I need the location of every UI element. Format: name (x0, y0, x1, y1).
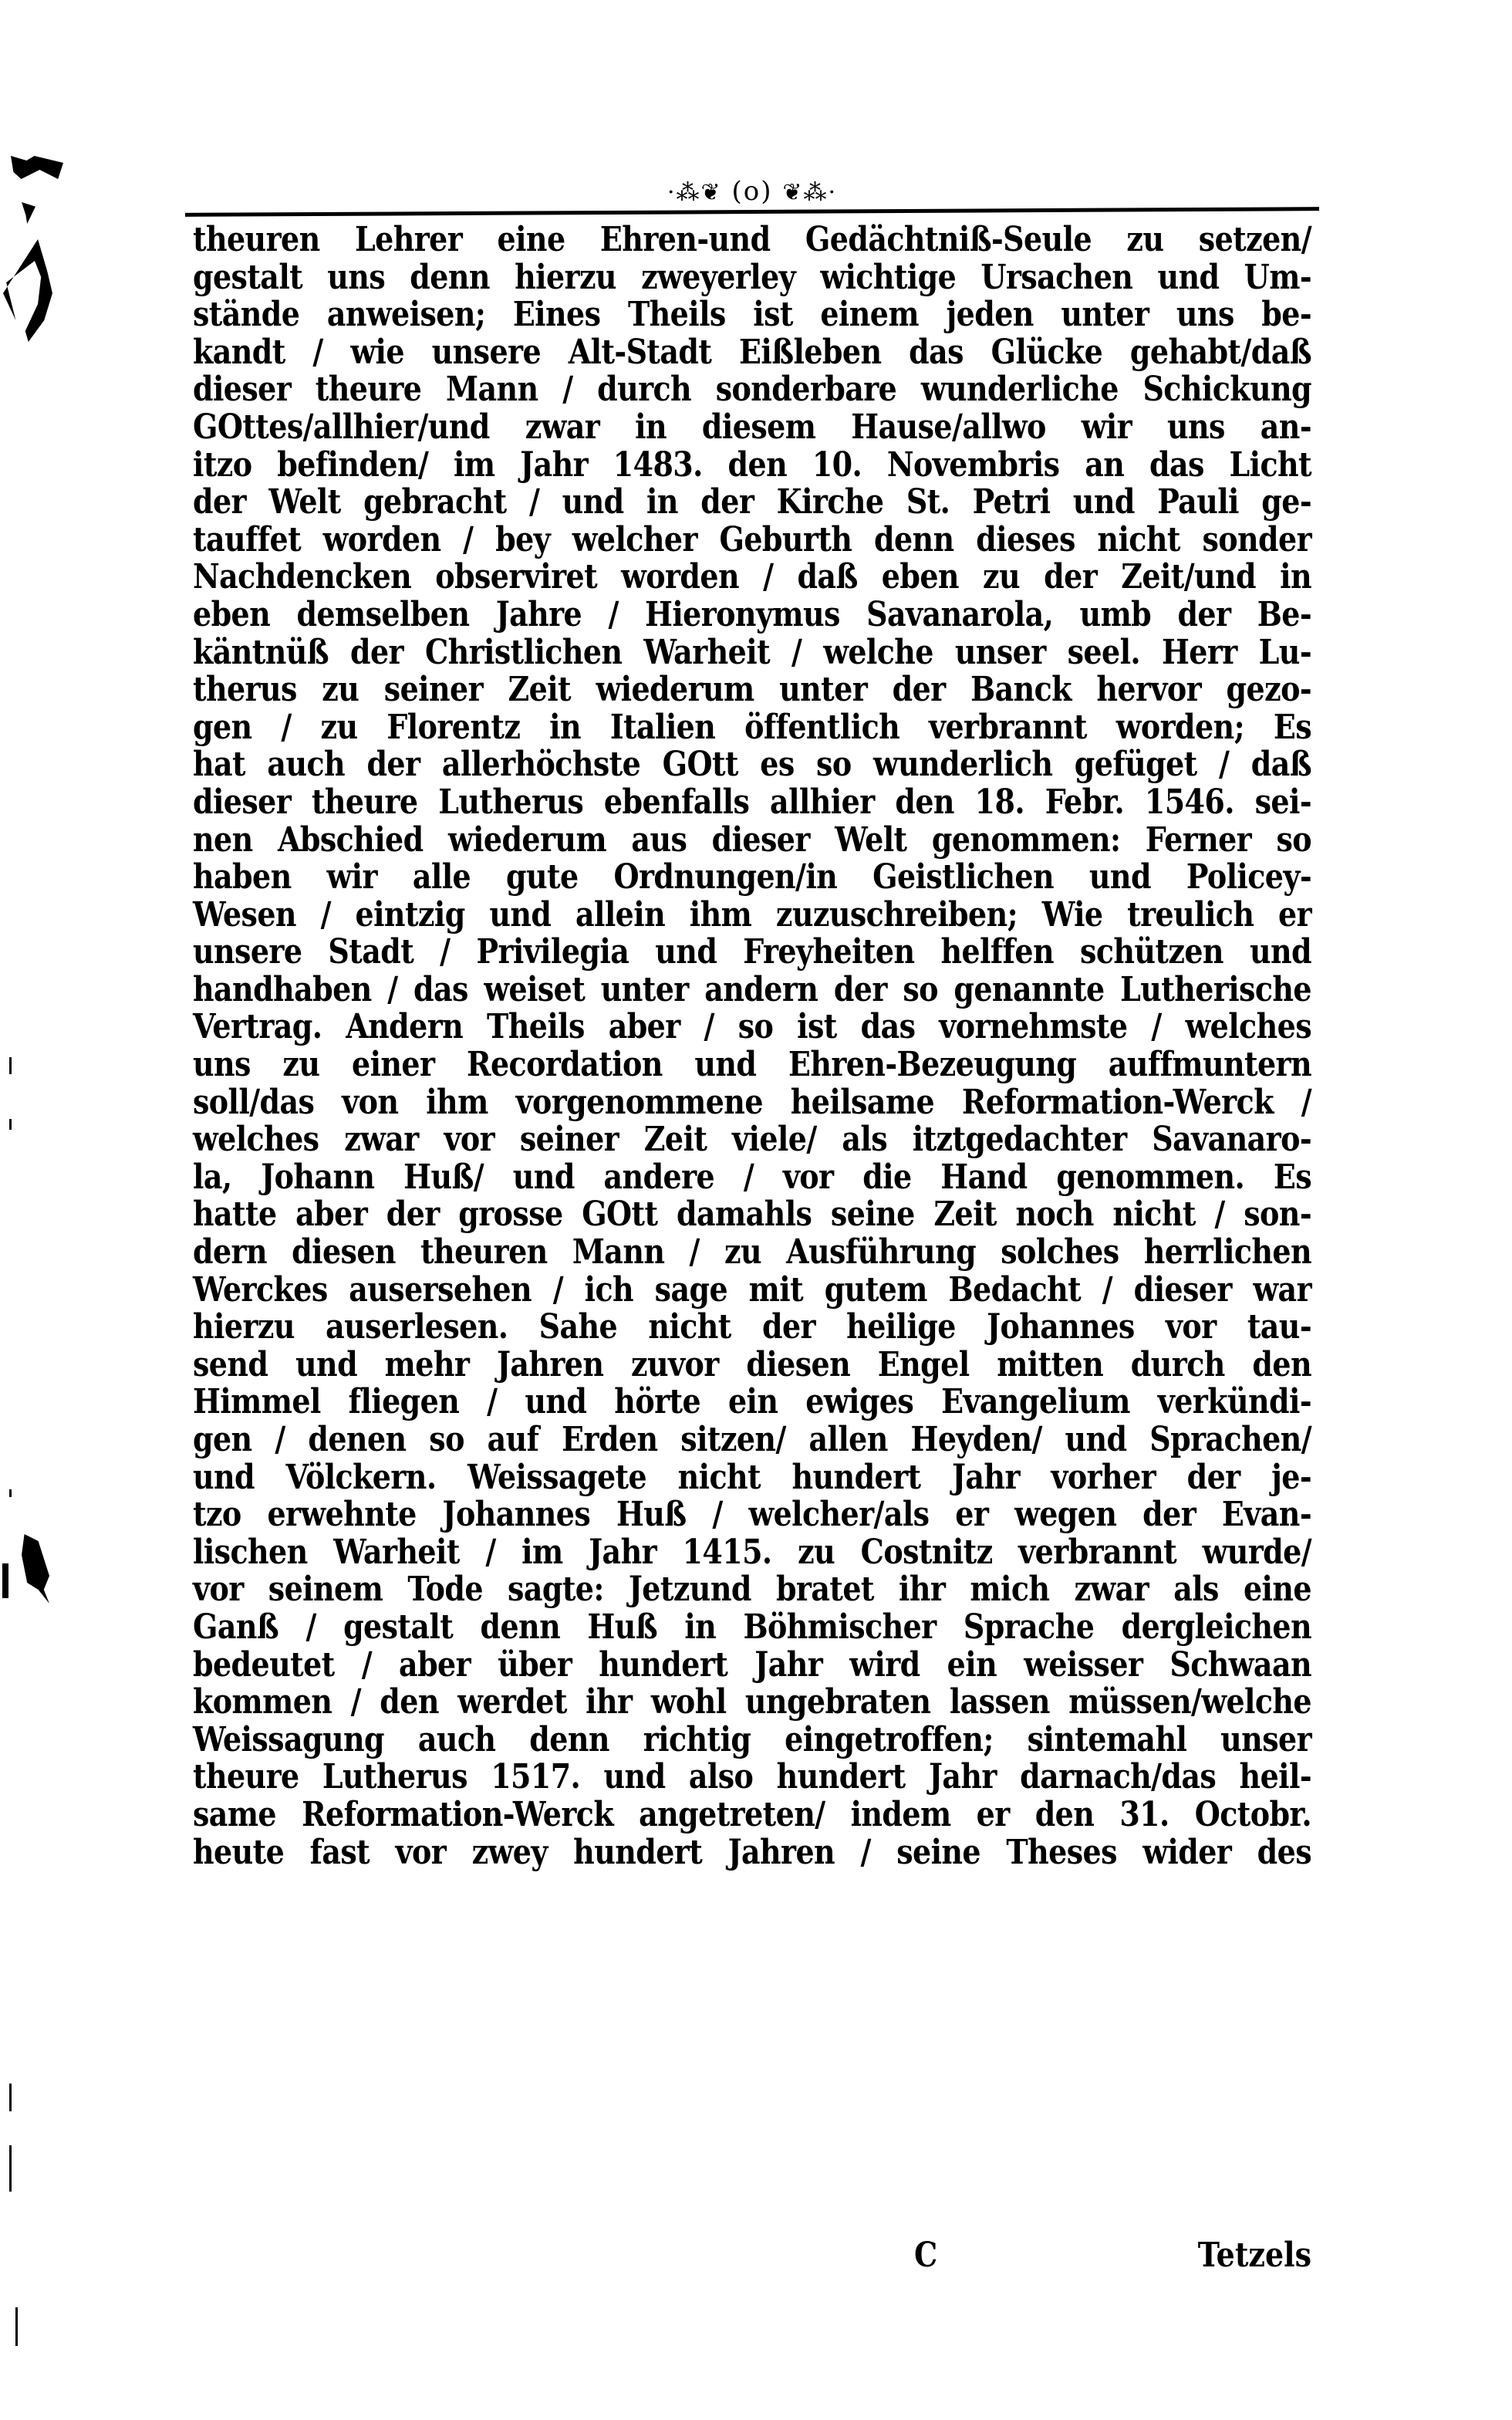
text-line: lischen Warheit / im Jahr 1415. zu Costnitz verbrannt wurde/ (193, 1531, 1311, 1572)
text-line: käntnüß der Christlichen Warheit / welche unser seel. Herr Lu- (193, 631, 1311, 671)
header-ornament (667, 176, 837, 207)
page-header (185, 170, 1319, 216)
margin-ink-mark (9, 1119, 12, 1130)
text-line: therus zu seiner Zeit wiederum unter der Banck hervor gezo- (193, 668, 1311, 709)
margin-ink-mark (15, 2307, 18, 2346)
text-line: uns zu einer Recordation und Ehren-Bezeugung auffmuntern (193, 1043, 1311, 1084)
margin-ink-blot (22, 202, 35, 224)
text-line: hatte aber der grosse GOtt damahls seine Zeit noch nicht / son- (193, 1193, 1311, 1234)
text-line: Weissagung auch denn richtig eingetroffen; sintemahl unser (193, 1719, 1311, 1759)
text-line: theuren Lehrer eine Ehren-und Gedächtniß-Seule zu setzen/ (193, 218, 1311, 259)
text-line: dieser theure Mann / durch sonderbare wunderliche Schickung (193, 368, 1311, 409)
text-line: itzo befinden/ im Jahr 1483. den 10. Novembris an das Licht (193, 444, 1311, 484)
text-line: send und mehr Jahren zuvor diesen Engel mitten durch den (193, 1344, 1311, 1384)
text-line: Himmel fliegen / und hörte ein ewiges Evangelium verkündi- (193, 1381, 1311, 1421)
text-line: same Reformation-Werck angetreten/ indem er den 31. Octobr. (193, 1793, 1311, 1834)
text-line: handhaben / das weiset unter andern der so genannte Lutherische (193, 968, 1311, 1009)
ornament-right-icon: ❦⁂· (782, 179, 837, 206)
text-line: Wesen / eintzig und allein ihm zuzuschreiben; Wie treulich er (193, 894, 1311, 934)
text-line: gen / zu Florentz in Italien öffentlich verbrannt worden; Es (193, 706, 1311, 746)
text-line: hierzu auserlesen. Sahe nicht der heilige Johannes vor tau- (193, 1306, 1311, 1347)
text-line: Ganß / gestalt denn Huß in Böhmischer Sprache dergleichen (193, 1606, 1311, 1647)
text-line: vor seinem Tode sagte: Jetzund bratet ihr mich zwar als eine (193, 1568, 1311, 1609)
text-line: tauffet worden / bey welcher Geburth denn dieses nicht sonder (193, 519, 1311, 559)
text-line: bedeutet / aber über hundert Jahr wird ein weisser Schwaan (193, 1644, 1311, 1684)
text-line: eben demselben Jahre / Hieronymus Savanarola, umb der Be- (193, 593, 1311, 634)
margin-ink-blot (11, 156, 63, 179)
page-marker: (o) (731, 176, 773, 207)
text-line: GOttes/allhier/und zwar in diesem Hause/allwo wir uns an- (193, 406, 1311, 447)
margin-ink-mark (9, 2145, 12, 2192)
margin-ink-mark (9, 1489, 12, 1497)
text-line: gestalt uns denn hierzu zweyerley wichtige Ursachen und Um- (193, 256, 1311, 296)
text-line: Nachdencken observiret worden / daß eben zu der Zeit/und in (193, 556, 1311, 597)
margin-ink-mark (9, 2084, 12, 2111)
text-line: dern diesen theuren Mann / zu Ausführung solches herrlichen (193, 1231, 1311, 1272)
text-line: haben wir alle gute Ordnungen/in Geistlichen und Policey- (193, 856, 1311, 897)
text-line: Werckes ausersehen / ich sage mit gutem Bedacht / dieser war (193, 1269, 1311, 1309)
text-line: und Völckern. Weissagete nicht hundert Jahr vorher der je- (193, 1456, 1311, 1496)
catchword: Tetzels (1197, 2234, 1311, 2275)
margin-ink-blot (3, 239, 66, 347)
text-line: hat auch der allerhöchste GOtt es so wunderlich gefüget / daß (193, 743, 1311, 784)
margin-ink-mark (2, 1563, 8, 1598)
page-footer (193, 2235, 1311, 2288)
text-line: dieser theure Lutherus ebenfalls allhier den 18. Febr. 1546. sei- (193, 781, 1311, 822)
text-line: kommen / den werdet ihr wohl ungebraten lassen müssen/welche (193, 1681, 1311, 1722)
text-line: kandt / wie unsere Alt-Stadt Eißleben das Glücke gehabt/daß (193, 331, 1311, 372)
text-line: heute fast vor zwey hundert Jahren / seine Theses wider des (193, 1831, 1311, 1871)
margin-ink-blot (22, 1534, 49, 1604)
text-line: la, Johann Huß/ und andere / vor die Hand genommen. Es (193, 1156, 1311, 1197)
text-line: gen / denen so auf Erden sitzen/ allen Heyden/ und Sprachen/ (193, 1418, 1311, 1459)
text-line: Vertrag. Andern Theils aber / so ist das vornehmste / welches (193, 1006, 1311, 1046)
text-line: tzo erwehnte Johannes Huß / welcher/als er wegen der Evan- (193, 1493, 1311, 1534)
header-rule (185, 207, 1319, 217)
text-line: stände anweisen; Eines Theils ist einem jeden unter uns be- (193, 293, 1311, 334)
signature-mark: C (914, 2234, 938, 2275)
margin-ink-mark (9, 1057, 12, 1074)
body-text (193, 218, 1311, 1871)
text-line: nen Abschied wiederum aus dieser Welt genommen: Ferner so (193, 819, 1311, 859)
text-line: der Welt gebracht / und in der Kirche St. Petri und Pauli ge- (193, 481, 1311, 522)
text-line: unsere Stadt / Privilegia und Freyheiten helffen schützen und (193, 931, 1311, 972)
text-line: welches zwar vor seiner Zeit viele/ als itztgedachter Savanaro- (193, 1118, 1311, 1159)
text-line: theure Lutherus 1517. und also hundert Jahr darnach/das heil- (193, 1756, 1311, 1796)
text-line: soll/das von ihm vorgenommene heilsame Reformation-Werck / (193, 1081, 1311, 1121)
ornament-left-icon: ·⁂❦ (667, 179, 722, 206)
